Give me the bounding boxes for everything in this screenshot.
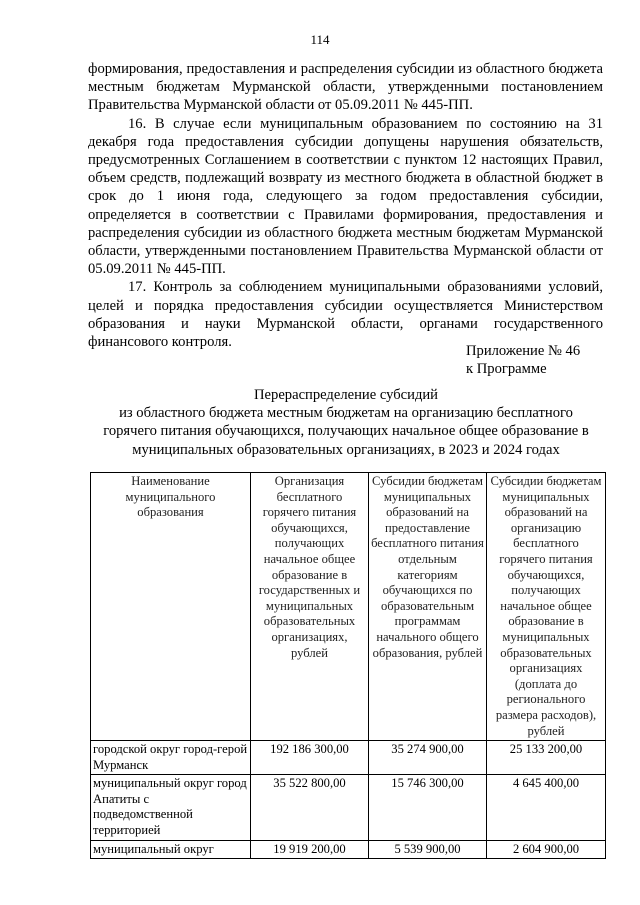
table-header-row [91, 473, 606, 741]
paragraph-17: 17. Контроль за соблюдением муниципальными образованиями условий, целей и порядка предоставления субсидии осуществляется Министерством образования и науки Мурманской области, органами государственного финансового контроля. [88, 279, 603, 351]
title-line-3: горячего питания обучающихся, получающих начальное общее образование в [103, 423, 589, 440]
cell-municipality: муниципальный округ [91, 840, 251, 859]
title-line-4: муниципальных образовательных организациях, в 2023 и 2024 годах [132, 441, 560, 458]
cell-value: 5 539 900,00 [369, 840, 487, 859]
header-regional-topup: Субсидии бюджетам муниципальных образований на организацию бесплатного горячего питания обучающихся, получающих начальное общее образование в муниципальных образовательных организациях (доплата до регионального размера расходов), рублей [487, 473, 606, 741]
table-row [91, 741, 606, 775]
paragraph-16: 16. В случае если муниципальным образованием по состоянию на 31 декабря года предоставления субсидии допущены нарушения обязательств, предусмотренных Соглашением в соответствии с пунктом 12 настоящих Правил, объем средств, подлежащий возврату из местного бюджета в областной бюджет в срок до 1 июня года, следующего за годом предоставления субсидии, определяется в соответствии с Правилами формирования, предоставления и распределения субсидии из областного бюджета местным бюджетам Мурманской области, утвержденными постановлением Правительства Мурманской области от 05.09.2011 № 445-ПП. [88, 115, 603, 278]
paragraph-continuation: формирования, предоставления и распределения субсидии из областного бюджета местным бюджетам Мурманской области, утвержденными постановлением Правительства Мурманской области от 05.09.2011 № 445-ПП. [88, 61, 603, 114]
subsidy-table [90, 472, 606, 859]
header-municipality: Наименование муниципального образования [91, 473, 251, 741]
cell-value: 35 522 800,00 [251, 775, 369, 840]
appendix-number: Приложение № 46 [466, 343, 581, 359]
cell-municipality: городской округ город-герой Мурманск [91, 741, 251, 775]
cell-value: 2 604 900,00 [487, 840, 606, 859]
body-text [88, 60, 603, 351]
title-line-1: Перераспределение субсидий [254, 387, 438, 403]
cell-value: 19 919 200,00 [251, 840, 369, 859]
appendix-reference [466, 342, 580, 379]
cell-value: 4 645 400,00 [487, 775, 606, 840]
cell-value: 15 746 300,00 [369, 775, 487, 840]
cell-value: 35 274 900,00 [369, 741, 487, 775]
header-free-meals-categories: Субсидии бюджетам муниципальных образований на предоставление бесплатного питания отдельным категориям обучающихся по образовательным программам начального общего образования, рублей [369, 473, 487, 741]
table-row [91, 775, 606, 840]
cell-municipality: муниципальный округ город Апатиты с подведомственной территорией [91, 775, 251, 840]
page-number: 114 [310, 32, 330, 47]
table-row [91, 840, 606, 859]
title-line-2: из областного бюджета местным бюджетам на организацию бесплатного [119, 405, 573, 422]
header-hot-meals: Организация бесплатного горячего питания обучающихся, получающих начальное общее образование в государственных и муниципальных образовательных организациях, рублей [251, 473, 369, 741]
cell-value: 25 133 200,00 [487, 741, 606, 775]
appendix-program: к Программе [466, 361, 547, 378]
document-title [90, 386, 602, 459]
cell-value: 192 186 300,00 [251, 741, 369, 775]
